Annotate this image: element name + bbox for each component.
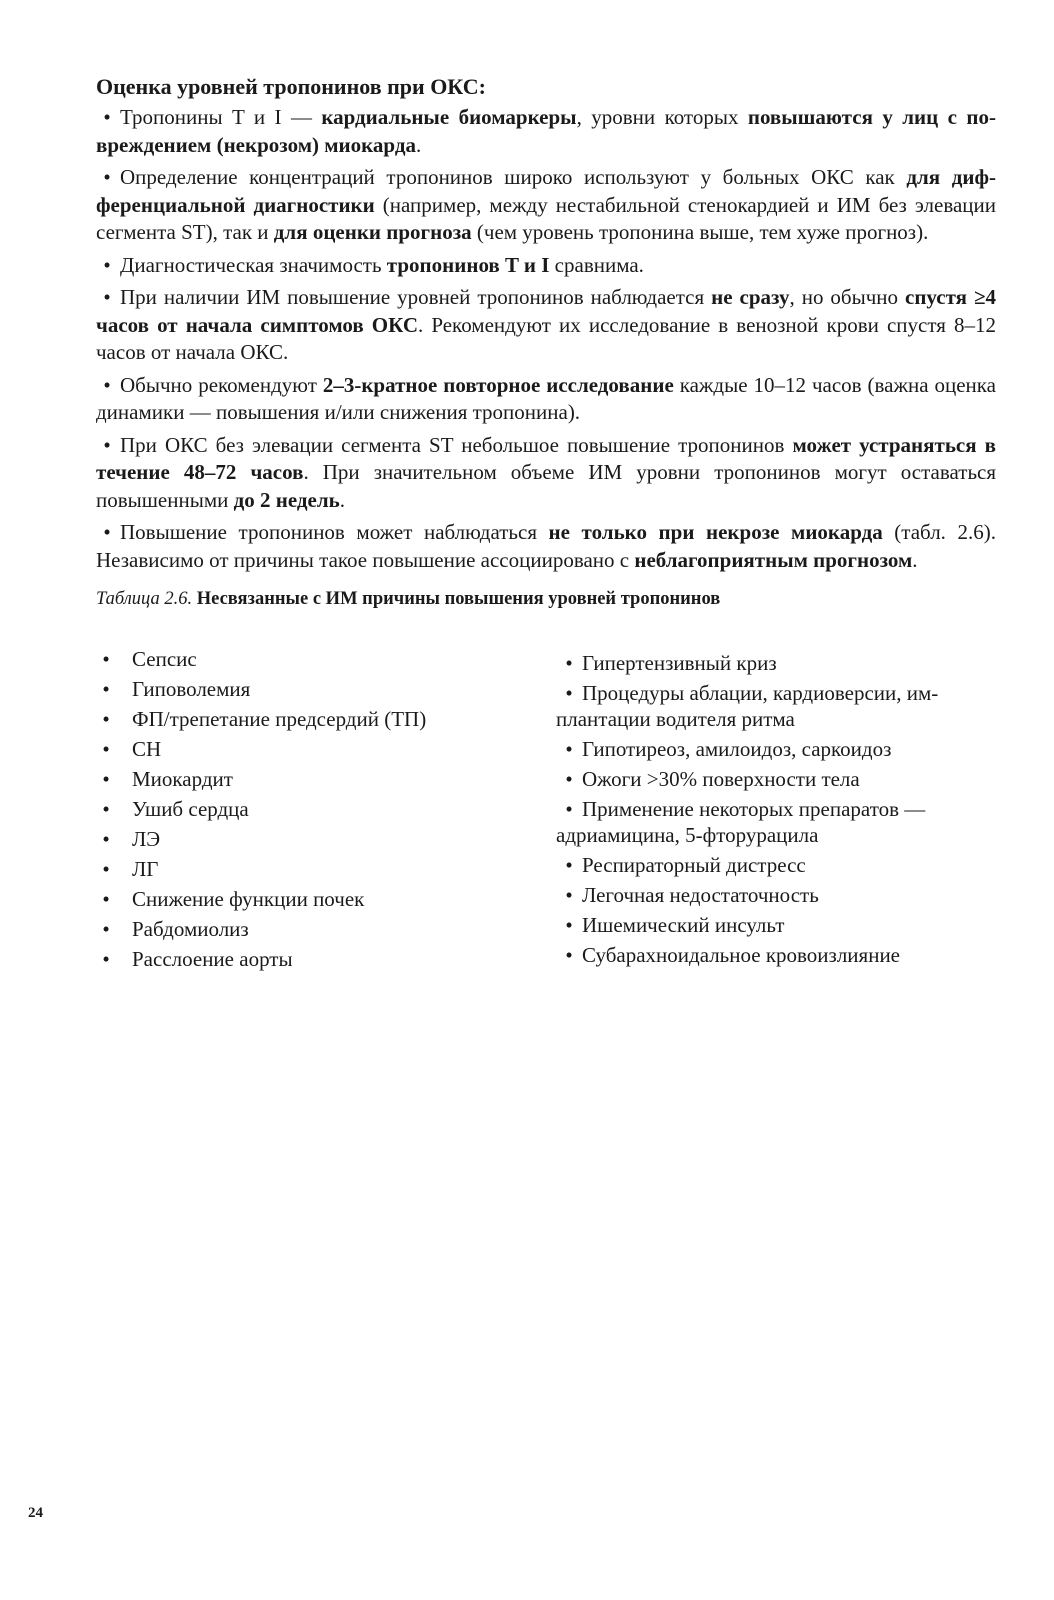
bullet-paragraph <box>96 164 996 247</box>
bullet-icon: • <box>103 252 111 277</box>
list-item-text: Ишемический инсульт <box>582 913 785 937</box>
body-text: Повышение тропонинов может наблюдаться <box>120 520 549 544</box>
list-item <box>556 796 996 848</box>
body-text: , но обычно <box>789 285 905 309</box>
causes-table <box>96 634 996 974</box>
emphasis-text: кардиальные биомаркеры <box>321 105 577 129</box>
list-item-text: ЛГ <box>132 857 159 881</box>
list-item-text: Ожоги >30% поверхности тела <box>582 767 860 791</box>
emphasis-text: повышаются у лиц с повреждением (некрозом) миокарда <box>96 105 996 157</box>
page-number: 24 <box>28 1505 43 1521</box>
bullet-icon: • <box>565 913 573 937</box>
list-item <box>556 942 996 968</box>
body-text: . Рекомендуют их исследование в венозной крови спустя 8–12 часов от начала ОКС. <box>96 312 996 364</box>
body-text: . При значительном объеме ИМ уровни тропонинов могут оставаться повышенными <box>96 460 996 512</box>
bullet-icon: • <box>102 677 110 701</box>
list-item-text: Рабдомиолиз <box>132 917 249 941</box>
list-item <box>556 680 996 732</box>
bullet-icon: • <box>565 767 573 791</box>
emphasis-text: неблагоприятным прогнозом <box>634 547 913 572</box>
bullet-icon: • <box>102 647 110 671</box>
bullet-icon: • <box>102 857 110 881</box>
list-item <box>556 766 996 792</box>
list-item-text: Снижение функции почек <box>132 887 365 911</box>
body-text: (табл. 2.6). Независимо от причины такое повышение ассоциировано с <box>96 520 996 572</box>
body-text: . <box>339 487 345 512</box>
list-item <box>556 736 996 762</box>
list-item-text: СН <box>132 737 162 761</box>
body-text: (например, между нестабильной стенокардией и ИМ без элевации сегмента ST), так и <box>96 192 996 244</box>
bullet-icon: • <box>103 285 111 309</box>
bullet-icon: • <box>103 432 111 457</box>
body-text: каждые 10–12 часов (важна оценка динамики — повышения и/или снижения тропонина). <box>96 372 996 424</box>
list-item <box>96 914 526 944</box>
body-text: Обычно рекомендуют <box>120 372 323 397</box>
list-item <box>96 764 526 794</box>
list-item-text: Гипотиреоз, амилоидоз, саркоидоз <box>582 737 892 761</box>
list-item-text: Расслоение аорты <box>132 947 293 971</box>
bullet-icon: • <box>103 372 111 397</box>
list-item-text: Гиповолемия <box>132 677 251 701</box>
list-item-text: Сепсис <box>132 647 197 671</box>
bullet-paragraph <box>96 252 996 280</box>
bullet-icon: • <box>102 887 110 911</box>
body-text: Тропонины T и I — <box>120 105 322 129</box>
bullet-icon: • <box>102 917 110 941</box>
causes-list-right <box>556 650 996 972</box>
list-item <box>96 704 526 734</box>
list-item-text: Респираторный дистресс <box>582 853 806 877</box>
list-item <box>96 884 526 914</box>
body-text: При наличии ИМ повышение уровней тропонинов наблюдается <box>120 285 712 309</box>
emphasis-text: 2–3-кратное повторное исследование <box>322 372 674 397</box>
causes-list-left <box>96 644 526 974</box>
bullet-icon: • <box>103 520 111 544</box>
list-item <box>556 912 996 938</box>
list-item-text: Гипертензивный криз <box>582 651 777 675</box>
bullet-icon: • <box>565 883 573 907</box>
list-item <box>96 824 526 854</box>
list-item-text: ЛЭ <box>132 827 161 851</box>
emphasis-text: для оценки прогноза <box>273 220 472 244</box>
bullet-paragraph <box>96 432 996 515</box>
list-item-text: Процедуры аблации, кардиоверсии, имплантации водителя ритма <box>556 681 939 731</box>
list-item-text: ФП/трепетание предсердий (ТП) <box>132 707 427 731</box>
list-item-text: Миокардит <box>132 767 233 791</box>
list-item-text: Легочная недостаточность <box>582 883 819 907</box>
bullet-icon: • <box>565 943 573 967</box>
bullet-icon: • <box>565 737 573 761</box>
body-text: При ОКС без элевации сегмента ST небольшое повышение тропонинов <box>120 432 793 457</box>
list-item-text: Субарахноидальное кровоизлияние <box>582 943 901 967</box>
bullet-icon: • <box>565 797 573 821</box>
body-text: Диагностическая значимость <box>120 252 387 277</box>
list-item-text: Применение некоторых препаратов — адриамицина, 5-фторурацила <box>556 797 926 847</box>
emphasis-text: не только при некрозе миокарда <box>548 520 883 544</box>
bullet-paragraphs <box>96 104 996 574</box>
body-text: . <box>912 547 918 572</box>
bullet-icon: • <box>102 767 110 791</box>
emphasis-text: спустя ≥4 часов от начала симптомов ОКС <box>96 285 996 337</box>
bullet-icon: • <box>102 707 110 731</box>
body-text: Определение концентраций тропонинов широко используют у больных ОКС как <box>120 165 907 189</box>
bullet-icon: • <box>102 827 110 851</box>
list-item-text: Ушиб сердца <box>132 797 249 821</box>
bullet-paragraph <box>96 284 996 367</box>
list-item <box>556 852 996 878</box>
section-heading: Оценка уровней тропонинов при ОКС: <box>96 74 486 99</box>
body-text: сравнима. <box>549 252 644 277</box>
page-content <box>96 72 996 974</box>
list-item <box>96 854 526 884</box>
body-text: (чем уровень тропонина выше, тем хуже прогноз). <box>471 220 929 244</box>
table-title: Несвязанные с ИМ причины повышения уровней тропонинов <box>196 589 721 609</box>
emphasis-text: для дифференциальной диагностики <box>96 165 996 217</box>
bullet-paragraph <box>96 519 996 574</box>
list-item <box>96 794 526 824</box>
list-item <box>556 650 996 676</box>
bullet-icon: • <box>102 737 110 761</box>
body-text: . <box>415 132 422 157</box>
table-caption <box>96 586 996 612</box>
list-item <box>96 734 526 764</box>
emphasis-text: может устраняться в течение 48–72 часов <box>96 432 997 484</box>
table-label: Таблица 2.6. <box>96 589 193 609</box>
bullet-paragraph <box>96 372 996 427</box>
emphasis-text: до 2 недель <box>233 487 340 512</box>
emphasis-text: тропонинов T и I <box>386 252 550 277</box>
list-item <box>96 674 526 704</box>
bullet-icon: • <box>102 797 110 821</box>
list-item <box>96 944 526 974</box>
bullet-icon: • <box>565 651 573 675</box>
bullet-paragraph <box>96 104 996 159</box>
bullet-icon: • <box>565 681 573 705</box>
body-text: , уровни которых <box>576 105 748 129</box>
list-item <box>96 644 526 674</box>
bullet-icon: • <box>102 947 110 971</box>
bullet-icon: • <box>103 165 111 189</box>
list-item <box>556 882 996 908</box>
bullet-icon: • <box>565 853 573 877</box>
emphasis-text: не сразу <box>711 285 790 309</box>
bullet-icon: • <box>103 105 111 129</box>
